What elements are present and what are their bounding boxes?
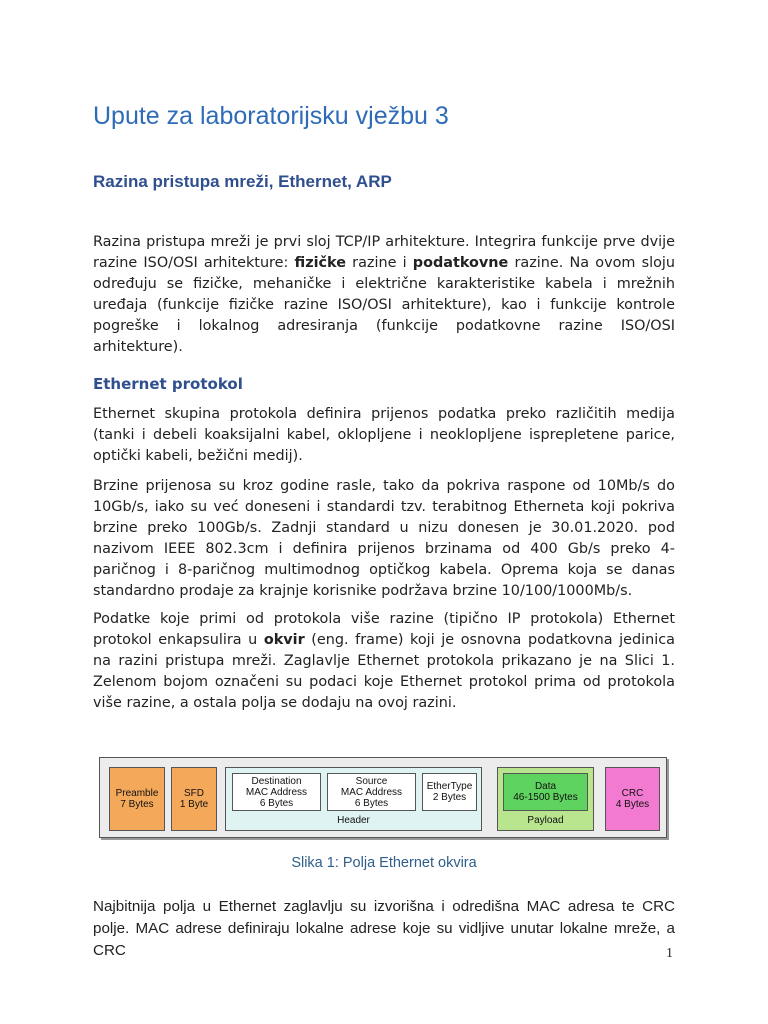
header-group	[225, 767, 482, 831]
document-subtitle: Razina pristupa mreži, Ethernet, ARP	[93, 172, 392, 191]
section-heading-ethernet: Ethernet protokol	[93, 375, 243, 393]
preamble-field: Preamble 7 Bytes	[109, 767, 165, 831]
paragraph-media: Ethernet skupina protokola definira prijenos podatka preko različitih medija (tanki i debeli koaksijalni kabel, oklopljene i neoklopljene isprepletene parice, optički kabeli, bežični medij).	[93, 406, 675, 464]
crc-field: CRC 4 Bytes	[605, 767, 660, 831]
payload-group	[497, 767, 594, 831]
paragraph-frame: Podatke koje primi od protokola više razine (tipično IP protokola) Ethernet protokol enkapsulira u okvir (eng. frame) koji je osnovna podatkovna jedinica na razini pristupa mreži. Zaglavlje Ethernet protokola prikazano je na Slici 1. Zelenom bojom označeni su podaci koje Ethernet protokol prima od protokola više razine, a ostala polja se dodaju na ovoj razini.	[93, 611, 675, 711]
payload-label: Payload	[527, 815, 564, 826]
sfd-field: SFD 1 Byte	[171, 767, 217, 831]
bold-term-okvir: okvir	[263, 632, 305, 648]
data-field: Data 46-1500 Bytes	[503, 773, 588, 811]
ethernet-frame-figure	[99, 757, 667, 838]
ethertype-field: EtherType 2 Bytes	[422, 773, 477, 811]
bold-term-fizicke: fizičke	[294, 255, 346, 271]
destination-mac-field: Destination MAC Address 6 Bytes	[232, 773, 321, 811]
source-mac-field: Source MAC Address 6 Bytes	[327, 773, 416, 811]
bold-term-podatkovne: podatkovne	[412, 255, 509, 271]
intro-paragraph: Razina pristupa mreži je prvi sloj TCP/IP arhitekture. Integrira funkcije prve dvije razine ISO/OSI arhitekture: fizičke razine i podatkovne razine. Na ovom sloju određuju se fizičke, mehaničke i električne karakteristike kabela i mrežnih uređaja (funkcije fizičke razine ISO/OSI arhitekture), kao i funkcije kontrole pogreške i lokalnog adresiranja (funkcije podatkovne razine ISO/OSI arhitekture).	[93, 234, 676, 355]
page-number: 1	[666, 946, 673, 961]
header-label: Header	[337, 815, 370, 826]
figure-caption: Slika 1: Polja Ethernet okvira	[291, 855, 477, 871]
paragraph-speeds: Brzine prijenosa su kroz godine rasle, tako da pokriva raspone od 10Mb/s do 10Gb/s, iako su već doneseni i standardi tzv. terabitnog Etherneta koji pokriva brzine preko 100Gb/s. Zadnji standard u nizu donesen je 30.01.2020. pod nazivom IEEE 802.3cm i definira prijenos brzinama od 400 Gb/s preko 4-paričnog i 8-paričnog multimodnog optičkog kabela. Oprema koja se danas standardno prodaje za krajnje korisnike podržava brzine 10/100/1000Mb/s.	[93, 478, 675, 599]
paragraph-mac-fields: Najbitnija polja u Ethernet zaglavlju su izvorišna i odredišna MAC adresa te CRC polje. MAC adrese definiraju lokalne adrese koje su vidljive unutar lokalne mreže, a CRC	[93, 898, 675, 959]
document-title: Upute za laboratorijsku vježbu 3	[93, 102, 449, 130]
